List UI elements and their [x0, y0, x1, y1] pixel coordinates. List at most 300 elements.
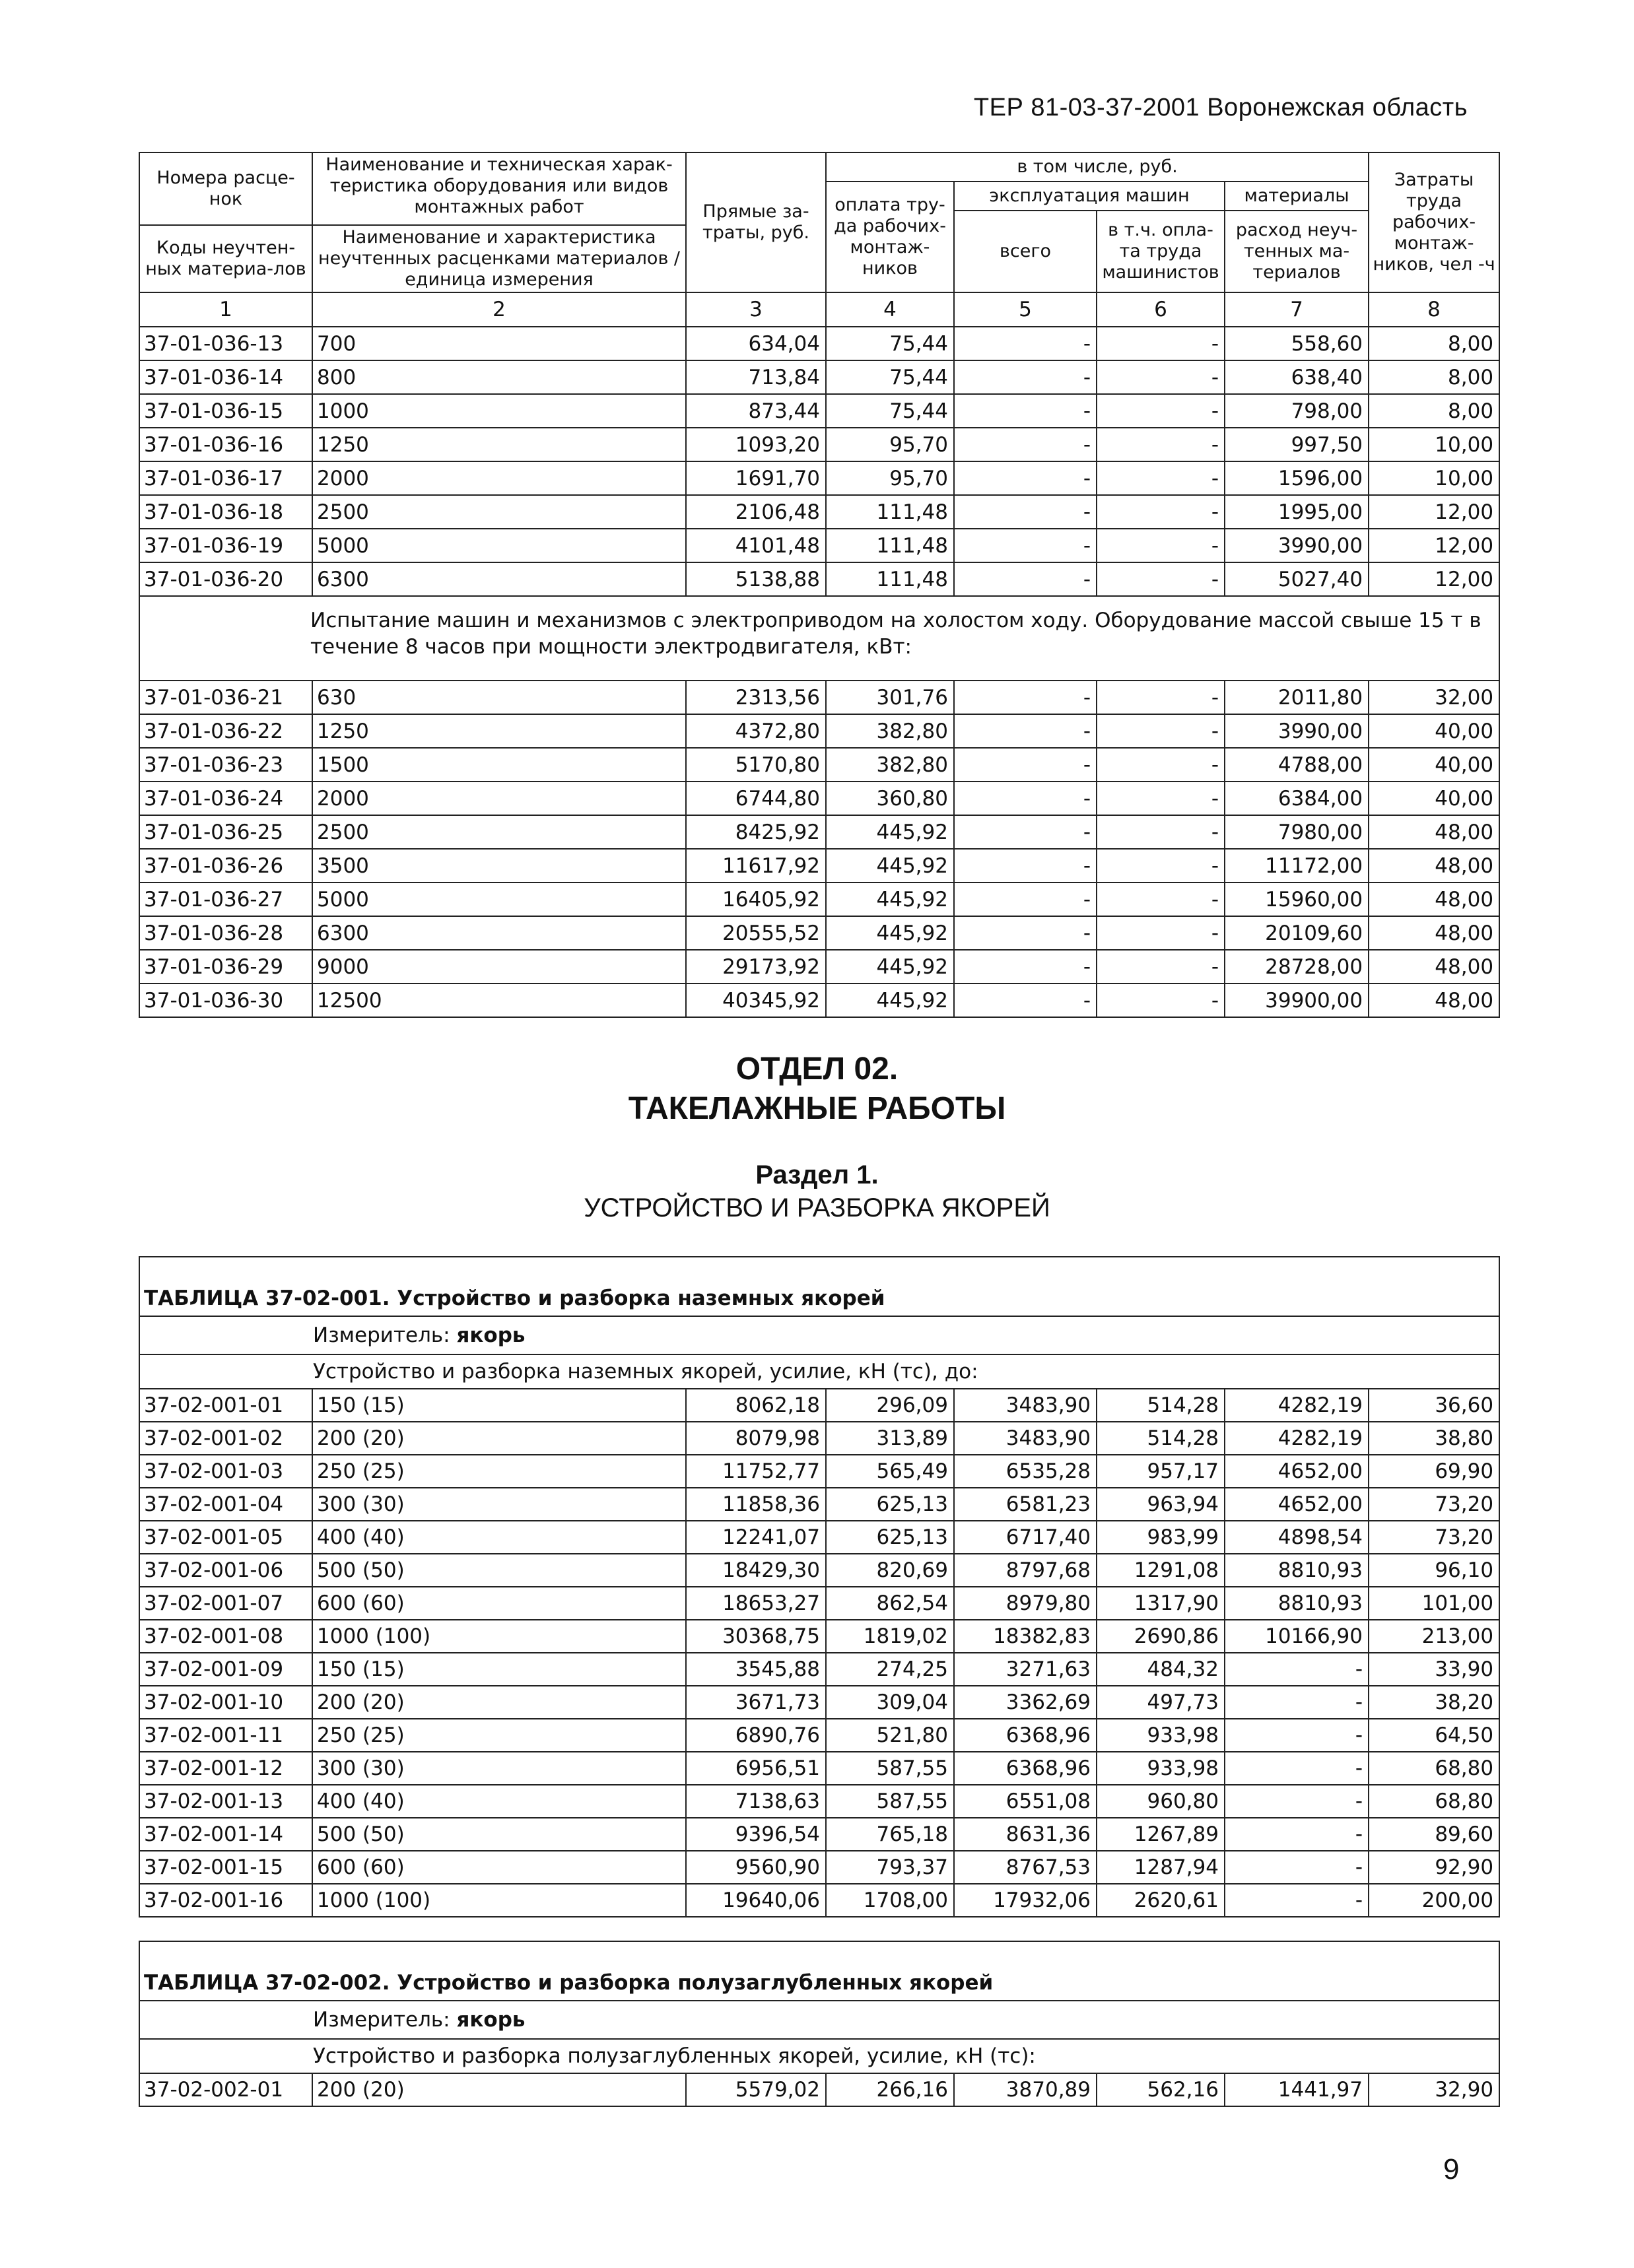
row-value: 73,20 — [1369, 1488, 1499, 1521]
table-row — [139, 950, 1499, 984]
row-code: 37-02-001-01 — [139, 1389, 312, 1422]
row-value: 3990,00 — [1225, 529, 1369, 562]
row-value: 8,00 — [1369, 327, 1499, 360]
row-value: 5138,88 — [686, 562, 826, 596]
row-value: 6581,23 — [954, 1488, 1097, 1521]
table-row — [139, 1554, 1499, 1587]
table-row — [139, 1488, 1499, 1521]
row-value: 32,00 — [1369, 681, 1499, 714]
column-number: 4 — [826, 292, 954, 327]
column-numbers-row — [139, 292, 1499, 327]
row-value: 96,10 — [1369, 1554, 1499, 1587]
row-value: - — [954, 529, 1097, 562]
row-value: 8,00 — [1369, 360, 1499, 394]
row-code: 37-01-036-16 — [139, 428, 312, 461]
row-value: 68,80 — [1369, 1785, 1499, 1818]
table-row — [139, 1620, 1499, 1653]
row-code: 37-01-036-30 — [139, 984, 312, 1017]
column-number: 6 — [1097, 292, 1225, 327]
table-row — [139, 1851, 1499, 1884]
header-raskhod: расход неуч-тенных ма-териалов — [1225, 211, 1369, 292]
table-row — [139, 815, 1499, 849]
header-kody: Коды неучтен-ных материа-лов — [139, 225, 312, 292]
row-value: 8079,98 — [686, 1422, 826, 1455]
row-value: 111,48 — [826, 495, 954, 529]
row-code: 37-01-036-15 — [139, 394, 312, 428]
table1-rows-b — [139, 681, 1499, 1017]
row-value: - — [1097, 562, 1225, 596]
header-naimenovanie: Наименование и техническая харак-теристика оборудования или видов монтажных работ — [312, 152, 686, 225]
row-code: 37-02-001-10 — [139, 1686, 312, 1719]
row-value: 3483,90 — [954, 1389, 1097, 1422]
row-value: 587,55 — [826, 1752, 954, 1785]
row-value: 75,44 — [826, 394, 954, 428]
row-value: 40,00 — [1369, 782, 1499, 815]
row-name: 12500 — [312, 984, 686, 1017]
row-code: 37-01-036-21 — [139, 681, 312, 714]
row-value: 8979,80 — [954, 1587, 1097, 1620]
table2-title: ТАБЛИЦА 37-02-001. Устройство и разборка наземных якорей — [139, 1257, 1499, 1316]
row-value: 10,00 — [1369, 428, 1499, 461]
measure-label: Измеритель: — [313, 2008, 457, 2032]
document-header: ТЕР 81-03-37-2001 Воронежская область — [973, 94, 1468, 121]
row-value: - — [954, 883, 1097, 916]
table-row — [139, 360, 1499, 394]
row-value: 75,44 — [826, 327, 954, 360]
row-code: 37-02-001-15 — [139, 1851, 312, 1884]
table-row — [139, 428, 1499, 461]
row-value: 48,00 — [1369, 984, 1499, 1017]
row-code: 37-01-036-23 — [139, 748, 312, 782]
row-value: 6956,51 — [686, 1752, 826, 1785]
row-value: 10,00 — [1369, 461, 1499, 495]
row-value: 1691,70 — [686, 461, 826, 495]
row-value: 6551,08 — [954, 1785, 1097, 1818]
table-row — [139, 1653, 1499, 1686]
row-value: 2011,80 — [1225, 681, 1369, 714]
row-value: - — [1225, 1785, 1369, 1818]
row-code: 37-02-001-04 — [139, 1488, 312, 1521]
row-value: - — [954, 461, 1097, 495]
row-value: 558,60 — [1225, 327, 1369, 360]
row-value: 89,60 — [1369, 1818, 1499, 1851]
row-name: 700 — [312, 327, 686, 360]
row-value: 445,92 — [826, 849, 954, 883]
row-value: 95,70 — [826, 428, 954, 461]
row-code: 37-02-001-06 — [139, 1554, 312, 1587]
table3-measure — [139, 2001, 1499, 2039]
row-value: 6368,96 — [954, 1752, 1097, 1785]
row-value: 36,60 — [1369, 1389, 1499, 1422]
row-value: 9560,90 — [686, 1851, 826, 1884]
row-value: - — [1225, 1653, 1369, 1686]
row-value: 521,80 — [826, 1719, 954, 1752]
row-value: 30368,75 — [686, 1620, 826, 1653]
row-value: 313,89 — [826, 1422, 954, 1455]
row-value: 514,28 — [1097, 1422, 1225, 1455]
row-value: 6368,96 — [954, 1719, 1097, 1752]
row-name: 300 (30) — [312, 1752, 686, 1785]
row-value: - — [1225, 1719, 1369, 1752]
table-row — [139, 1785, 1499, 1818]
row-value: - — [954, 815, 1097, 849]
header-pryamye: Прямые за-траты, руб. — [686, 152, 826, 292]
row-value: - — [954, 849, 1097, 883]
row-value: 274,25 — [826, 1653, 954, 1686]
row-value: 625,13 — [826, 1521, 954, 1554]
row-value: 29173,92 — [686, 950, 826, 984]
table-row — [139, 394, 1499, 428]
row-value: 75,44 — [826, 360, 954, 394]
table-row — [139, 1818, 1499, 1851]
row-value: - — [954, 428, 1097, 461]
row-value: 95,70 — [826, 461, 954, 495]
row-value: 68,80 — [1369, 1752, 1499, 1785]
row-value: 8797,68 — [954, 1554, 1097, 1587]
row-name: 2000 — [312, 461, 686, 495]
row-code: 37-01-036-19 — [139, 529, 312, 562]
row-value: 48,00 — [1369, 849, 1499, 883]
row-value: - — [1097, 748, 1225, 782]
row-value: 7138,63 — [686, 1785, 826, 1818]
row-value: - — [954, 681, 1097, 714]
row-value: 11752,77 — [686, 1455, 826, 1488]
row-value: 4652,00 — [1225, 1455, 1369, 1488]
row-value: 38,80 — [1369, 1422, 1499, 1455]
row-value: 8631,36 — [954, 1818, 1097, 1851]
row-code: 37-02-001-11 — [139, 1719, 312, 1752]
row-value: - — [954, 394, 1097, 428]
column-number: 5 — [954, 292, 1097, 327]
row-code: 37-02-001-09 — [139, 1653, 312, 1686]
row-value: - — [954, 327, 1097, 360]
row-value: 73,20 — [1369, 1521, 1499, 1554]
row-value: 638,40 — [1225, 360, 1369, 394]
row-value: - — [954, 782, 1097, 815]
table-row — [139, 681, 1499, 714]
row-code: 37-02-001-08 — [139, 1620, 312, 1653]
page-number: 9 — [1443, 2153, 1460, 2185]
row-value: - — [1097, 815, 1225, 849]
header-materialy: материалы — [1225, 182, 1369, 211]
table-row — [139, 1521, 1499, 1554]
row-value: 18382,83 — [954, 1620, 1097, 1653]
row-name: 800 — [312, 360, 686, 394]
row-value: 793,37 — [826, 1851, 954, 1884]
row-value: - — [1097, 984, 1225, 1017]
measure-value: якорь — [456, 1323, 526, 1347]
table2-description: Устройство и разборка наземных якорей, усилие, кН (тс), до: — [139, 1354, 1499, 1389]
row-value: - — [1097, 950, 1225, 984]
table-row — [139, 883, 1499, 916]
table-row — [139, 849, 1499, 883]
row-name: 250 (25) — [312, 1719, 686, 1752]
row-value: 1093,20 — [686, 428, 826, 461]
row-value: 39900,00 — [1225, 984, 1369, 1017]
table-row — [139, 529, 1499, 562]
row-value: - — [1097, 428, 1225, 461]
row-value: 5579,02 — [686, 2073, 826, 2106]
row-value: 11172,00 — [1225, 849, 1369, 883]
row-value: 997,50 — [1225, 428, 1369, 461]
table-row — [139, 1884, 1499, 1917]
row-value: 20109,60 — [1225, 916, 1369, 950]
row-value: 484,32 — [1097, 1653, 1225, 1686]
row-value: 69,90 — [1369, 1455, 1499, 1488]
row-code: 37-02-002-01 — [139, 2073, 312, 2106]
row-value: - — [954, 748, 1097, 782]
row-code: 37-01-036-25 — [139, 815, 312, 849]
row-value: 634,04 — [686, 327, 826, 360]
table2-measure — [139, 1316, 1499, 1354]
otdel-number: ОТДЕЛ 02. — [735, 1051, 899, 1086]
row-value: 12241,07 — [686, 1521, 826, 1554]
row-value: 296,09 — [826, 1389, 954, 1422]
row-value: 820,69 — [826, 1554, 954, 1587]
row-value: 309,04 — [826, 1686, 954, 1719]
row-value: 3990,00 — [1225, 714, 1369, 748]
row-value: 4282,19 — [1225, 1389, 1369, 1422]
table1-rows-a — [139, 327, 1499, 596]
row-value: 15960,00 — [1225, 883, 1369, 916]
row-code: 37-01-036-17 — [139, 461, 312, 495]
row-value: 213,00 — [1369, 1620, 1499, 1653]
row-value: - — [954, 714, 1097, 748]
row-code: 37-01-036-24 — [139, 782, 312, 815]
row-value: 3271,63 — [954, 1653, 1097, 1686]
row-name: 2500 — [312, 815, 686, 849]
row-code: 37-02-001-02 — [139, 1422, 312, 1455]
row-name: 250 (25) — [312, 1455, 686, 1488]
row-code: 37-01-036-13 — [139, 327, 312, 360]
row-value: 565,49 — [826, 1455, 954, 1488]
row-value: - — [1097, 916, 1225, 950]
row-value: - — [1225, 1851, 1369, 1884]
row-name: 200 (20) — [312, 2073, 686, 2106]
row-name: 1000 — [312, 394, 686, 428]
header-vsego: всего — [954, 211, 1097, 292]
row-value: - — [1097, 714, 1225, 748]
row-value: 983,99 — [1097, 1521, 1225, 1554]
row-value: 960,80 — [1097, 1785, 1225, 1818]
row-value: 6535,28 — [954, 1455, 1097, 1488]
row-value: 445,92 — [826, 815, 954, 849]
row-name: 1500 — [312, 748, 686, 782]
row-name: 400 (40) — [312, 1785, 686, 1818]
row-value: - — [954, 916, 1097, 950]
row-value: 6717,40 — [954, 1521, 1097, 1554]
row-value: 862,54 — [826, 1587, 954, 1620]
row-value: 445,92 — [826, 984, 954, 1017]
row-value: 587,55 — [826, 1785, 954, 1818]
row-value: 1267,89 — [1097, 1818, 1225, 1851]
row-name: 2500 — [312, 495, 686, 529]
row-value: 5170,80 — [686, 748, 826, 782]
column-number: 8 — [1369, 292, 1499, 327]
header-oplata: оплата тру-да рабочих-монтаж-ников — [826, 182, 954, 292]
row-value: 1291,08 — [1097, 1554, 1225, 1587]
row-name: 1000 (100) — [312, 1620, 686, 1653]
row-value: 9396,54 — [686, 1818, 826, 1851]
row-value: 111,48 — [826, 529, 954, 562]
row-value: 7980,00 — [1225, 815, 1369, 849]
otdel-title: ТАКЕЛАЖНЫЕ РАБОТЫ — [628, 1091, 1006, 1126]
razdel-number: Раздел 1. — [755, 1160, 879, 1189]
row-value: 4372,80 — [686, 714, 826, 748]
row-value: 32,90 — [1369, 2073, 1499, 2106]
row-value: 48,00 — [1369, 916, 1499, 950]
table-row — [139, 714, 1499, 748]
row-code: 37-01-036-14 — [139, 360, 312, 394]
row-value: 1596,00 — [1225, 461, 1369, 495]
row-value: 33,90 — [1369, 1653, 1499, 1686]
row-value: 3362,69 — [954, 1686, 1097, 1719]
row-value: 3483,90 — [954, 1422, 1097, 1455]
table-row — [139, 748, 1499, 782]
header-naimenovanie2: Наименование и характеристика неучтенных расценками материалов / единица измерения — [312, 225, 686, 292]
row-value: - — [1225, 1818, 1369, 1851]
row-name: 9000 — [312, 950, 686, 984]
row-value: 514,28 — [1097, 1389, 1225, 1422]
row-value: 40,00 — [1369, 748, 1499, 782]
row-code: 37-02-001-05 — [139, 1521, 312, 1554]
row-value: 1995,00 — [1225, 495, 1369, 529]
table-row — [139, 327, 1499, 360]
row-name: 200 (20) — [312, 1422, 686, 1455]
row-value: - — [1097, 327, 1225, 360]
row-value: 4101,48 — [686, 529, 826, 562]
row-value: 1819,02 — [826, 1620, 954, 1653]
row-value: - — [954, 360, 1097, 394]
row-value: 1287,94 — [1097, 1851, 1225, 1884]
row-value: 19640,06 — [686, 1884, 826, 1917]
row-value: - — [1225, 1752, 1369, 1785]
row-name: 300 (30) — [312, 1488, 686, 1521]
measure-value: якорь — [456, 2008, 526, 2032]
row-value: 562,16 — [1097, 2073, 1225, 2106]
row-value: 48,00 — [1369, 815, 1499, 849]
row-value: 445,92 — [826, 950, 954, 984]
row-value: 1317,90 — [1097, 1587, 1225, 1620]
row-value: - — [954, 984, 1097, 1017]
razdel-title: УСТРОЙСТВО И РАЗБОРКА ЯКОРЕЙ — [584, 1193, 1050, 1222]
row-code: 37-02-001-07 — [139, 1587, 312, 1620]
row-value: 625,13 — [826, 1488, 954, 1521]
row-value: 8810,93 — [1225, 1554, 1369, 1587]
table2-rows — [139, 1389, 1499, 1917]
row-value: 10166,90 — [1225, 1620, 1369, 1653]
row-value: 16405,92 — [686, 883, 826, 916]
row-value: 101,00 — [1369, 1587, 1499, 1620]
row-value: 445,92 — [826, 883, 954, 916]
row-value: 713,84 — [686, 360, 826, 394]
row-name: 5000 — [312, 883, 686, 916]
row-value: 4898,54 — [1225, 1521, 1369, 1554]
row-value: - — [954, 950, 1097, 984]
row-value: 8425,92 — [686, 815, 826, 849]
row-value: 40,00 — [1369, 714, 1499, 748]
row-value: - — [1097, 529, 1225, 562]
row-code: 37-02-001-14 — [139, 1818, 312, 1851]
row-value: 497,73 — [1097, 1686, 1225, 1719]
row-value: 301,76 — [826, 681, 954, 714]
row-code: 37-02-001-13 — [139, 1785, 312, 1818]
row-value: 8062,18 — [686, 1389, 826, 1422]
table3-rows — [139, 2073, 1499, 2106]
table-37-02-001 — [139, 1256, 1500, 1918]
row-value: - — [1097, 681, 1225, 714]
row-value: - — [1097, 849, 1225, 883]
measure-label: Измеритель: — [313, 1323, 457, 1347]
row-code: 37-02-001-12 — [139, 1752, 312, 1785]
row-value: 2620,61 — [1097, 1884, 1225, 1917]
row-value: 8767,53 — [954, 1851, 1097, 1884]
table-row — [139, 495, 1499, 529]
column-number: 2 — [312, 292, 686, 327]
row-value: 17932,06 — [954, 1884, 1097, 1917]
row-value: 873,44 — [686, 394, 826, 428]
row-value: 48,00 — [1369, 883, 1499, 916]
table-row — [139, 2073, 1499, 2106]
table1-note: Испытание машин и механизмов с электроприводом на холостом ходу. Оборудование массой свыше 15 т в течение 8 часов при мощности электродвигателя, кВт: — [139, 596, 1499, 681]
row-value: 2106,48 — [686, 495, 826, 529]
row-name: 630 — [312, 681, 686, 714]
row-value: 382,80 — [826, 714, 954, 748]
row-value: 933,98 — [1097, 1752, 1225, 1785]
row-value: - — [1097, 782, 1225, 815]
row-name: 150 (15) — [312, 1389, 686, 1422]
row-value: - — [954, 562, 1097, 596]
row-name: 600 (60) — [312, 1587, 686, 1620]
table-row — [139, 1587, 1499, 1620]
row-value: 360,80 — [826, 782, 954, 815]
row-value: 765,18 — [826, 1818, 954, 1851]
row-value: 933,98 — [1097, 1719, 1225, 1752]
row-value: 28728,00 — [1225, 950, 1369, 984]
table3-title: ТАБЛИЦА 37-02-002. Устройство и разборка полузаглубленных якорей — [139, 1941, 1499, 2001]
row-value: - — [954, 495, 1097, 529]
row-name: 1250 — [312, 428, 686, 461]
row-value: 8,00 — [1369, 394, 1499, 428]
row-value: 6384,00 — [1225, 782, 1369, 815]
header-v-tom-chisle: в том числе, руб. — [826, 152, 1369, 182]
row-code: 37-02-001-03 — [139, 1455, 312, 1488]
row-value: - — [1097, 495, 1225, 529]
row-name: 1250 — [312, 714, 686, 748]
row-value: 12,00 — [1369, 529, 1499, 562]
row-value: 8810,93 — [1225, 1587, 1369, 1620]
table-row — [139, 1389, 1499, 1422]
row-name: 600 (60) — [312, 1851, 686, 1884]
row-value: 111,48 — [826, 562, 954, 596]
column-number: 3 — [686, 292, 826, 327]
row-value: 963,94 — [1097, 1488, 1225, 1521]
row-value: 3545,88 — [686, 1653, 826, 1686]
row-value: 92,90 — [1369, 1851, 1499, 1884]
row-value: 6890,76 — [686, 1719, 826, 1752]
row-name: 6300 — [312, 562, 686, 596]
table-row — [139, 1455, 1499, 1488]
table-37-02-002 — [139, 1941, 1500, 2107]
row-value: - — [1097, 360, 1225, 394]
row-code: 37-01-036-20 — [139, 562, 312, 596]
row-value: 1441,97 — [1225, 2073, 1369, 2106]
row-name: 500 (50) — [312, 1818, 686, 1851]
column-number: 7 — [1225, 292, 1369, 327]
table-row — [139, 1752, 1499, 1785]
row-value: 11858,36 — [686, 1488, 826, 1521]
row-value: - — [1097, 461, 1225, 495]
